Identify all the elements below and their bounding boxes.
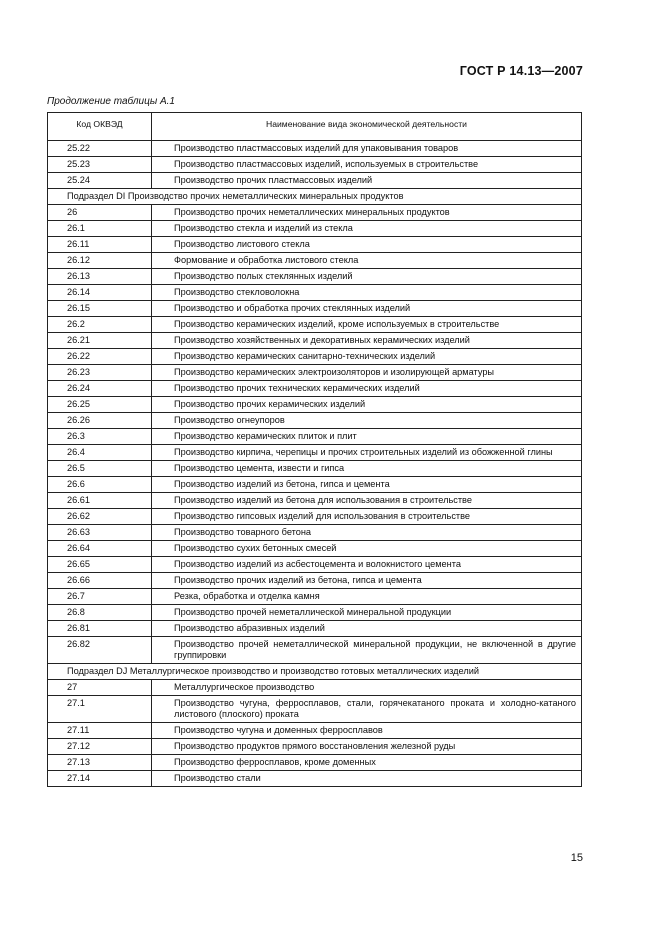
table-row bbox=[48, 397, 582, 413]
activity-name: Производство цемента, извести и гипса bbox=[152, 461, 582, 477]
table-header bbox=[48, 113, 582, 141]
activity-name: Производство продуктов прямого восстановления железной руды bbox=[152, 739, 582, 755]
okved-code: 25.22 bbox=[48, 141, 152, 157]
table-row bbox=[48, 333, 582, 349]
activity-name: Формование и обработка листового стекла bbox=[152, 253, 582, 269]
okved-code: 26.14 bbox=[48, 285, 152, 301]
okved-code: 26.25 bbox=[48, 397, 152, 413]
okved-code: 27 bbox=[48, 680, 152, 696]
okved-code: 27.13 bbox=[48, 755, 152, 771]
activity-name: Производство товарного бетона bbox=[152, 525, 582, 541]
okved-code: 26.21 bbox=[48, 333, 152, 349]
okved-code: 25.24 bbox=[48, 173, 152, 189]
activity-name: Производство изделий из асбестоцемента и волокнистого цемента bbox=[152, 557, 582, 573]
okved-code: 27.1 bbox=[48, 696, 152, 723]
table-row bbox=[48, 381, 582, 397]
okved-code: 26.7 bbox=[48, 589, 152, 605]
okved-code: 26.11 bbox=[48, 237, 152, 253]
table-row bbox=[48, 173, 582, 189]
activity-name: Производство чугуна, ферросплавов, стали, горячекатаного проката и холодно-катаного листового (плоского) проката bbox=[152, 696, 582, 723]
okved-code: 26.24 bbox=[48, 381, 152, 397]
activity-name: Производство керамических плиток и плит bbox=[152, 429, 582, 445]
table-row bbox=[48, 445, 582, 461]
okved-code: 26.3 bbox=[48, 429, 152, 445]
table-row bbox=[48, 723, 582, 739]
subsection-title: Подраздел DJ Металлургическое производство и производство готовых металлических изделий bbox=[48, 664, 582, 680]
okved-code: 27.14 bbox=[48, 771, 152, 787]
subsection-row bbox=[48, 664, 582, 680]
okved-table bbox=[47, 112, 582, 787]
table-row bbox=[48, 557, 582, 573]
okved-code: 27.12 bbox=[48, 739, 152, 755]
table-row bbox=[48, 269, 582, 285]
table-row bbox=[48, 221, 582, 237]
activity-name: Производство стали bbox=[152, 771, 582, 787]
table-row bbox=[48, 301, 582, 317]
activity-name: Производство ферросплавов, кроме доменных bbox=[152, 755, 582, 771]
column-header-code: Код ОКВЭД bbox=[48, 113, 152, 141]
subsection-row bbox=[48, 189, 582, 205]
activity-name: Производство прочих неметаллических минеральных продуктов bbox=[152, 205, 582, 221]
okved-code: 26.15 bbox=[48, 301, 152, 317]
table-row bbox=[48, 461, 582, 477]
activity-name: Производство сухих бетонных смесей bbox=[152, 541, 582, 557]
okved-code: 26.65 bbox=[48, 557, 152, 573]
activity-name: Производство полых стеклянных изделий bbox=[152, 269, 582, 285]
activity-name: Производство пластмассовых изделий для упаковывания товаров bbox=[152, 141, 582, 157]
okved-code: 26.22 bbox=[48, 349, 152, 365]
table-header-row bbox=[48, 113, 582, 141]
table-row bbox=[48, 541, 582, 557]
activity-name: Производство кирпича, черепицы и прочих строительных изделий из обожженной глины bbox=[152, 445, 582, 461]
table-row bbox=[48, 237, 582, 253]
okved-code: 26.8 bbox=[48, 605, 152, 621]
activity-name: Производство прочих пластмассовых изделий bbox=[152, 173, 582, 189]
activity-name: Производство керамических электроизоляторов и изолирующей арматуры bbox=[152, 365, 582, 381]
column-header-name: Наименование вида экономической деятельности bbox=[152, 113, 582, 141]
activity-name: Производство изделий из бетона, гипса и цемента bbox=[152, 477, 582, 493]
okved-code: 26.2 bbox=[48, 317, 152, 333]
table-row bbox=[48, 637, 582, 664]
activity-name: Производство гипсовых изделий для использования в строительстве bbox=[152, 509, 582, 525]
table-row bbox=[48, 365, 582, 381]
table-row bbox=[48, 285, 582, 301]
document-standard-header: ГОСТ Р 14.13—2007 bbox=[459, 64, 583, 78]
activity-name: Производство прочих технических керамических изделий bbox=[152, 381, 582, 397]
okved-code: 27.11 bbox=[48, 723, 152, 739]
table-row bbox=[48, 696, 582, 723]
table-row bbox=[48, 157, 582, 173]
okved-code: 26.63 bbox=[48, 525, 152, 541]
table-row bbox=[48, 317, 582, 333]
table-row bbox=[48, 680, 582, 696]
activity-name: Производство огнеупоров bbox=[152, 413, 582, 429]
okved-code: 26.4 bbox=[48, 445, 152, 461]
table-row bbox=[48, 573, 582, 589]
activity-name: Производство листового стекла bbox=[152, 237, 582, 253]
table-row bbox=[48, 253, 582, 269]
table-row bbox=[48, 413, 582, 429]
table-row bbox=[48, 755, 582, 771]
table-row bbox=[48, 509, 582, 525]
table-row bbox=[48, 771, 582, 787]
okved-code: 26.12 bbox=[48, 253, 152, 269]
okved-code: 26.26 bbox=[48, 413, 152, 429]
table-body bbox=[48, 141, 582, 787]
activity-name: Производство чугуна и доменных ферросплавов bbox=[152, 723, 582, 739]
activity-name: Производство керамических санитарно-технических изделий bbox=[152, 349, 582, 365]
activity-name: Производство и обработка прочих стеклянных изделий bbox=[152, 301, 582, 317]
table-row bbox=[48, 589, 582, 605]
table-row bbox=[48, 429, 582, 445]
okved-code: 26.1 bbox=[48, 221, 152, 237]
okved-code: 26.6 bbox=[48, 477, 152, 493]
activity-name: Производство прочей неметаллической минеральной продукции bbox=[152, 605, 582, 621]
okved-code: 26.61 bbox=[48, 493, 152, 509]
page-number: 15 bbox=[570, 852, 583, 864]
table-row bbox=[48, 525, 582, 541]
activity-name: Производство стекловолокна bbox=[152, 285, 582, 301]
okved-code: 26 bbox=[48, 205, 152, 221]
activity-name: Производство абразивных изделий bbox=[152, 621, 582, 637]
okved-code: 26.81 bbox=[48, 621, 152, 637]
okved-code: 26.64 bbox=[48, 541, 152, 557]
table-caption: Продолжение таблицы А.1 bbox=[47, 96, 175, 107]
table-row bbox=[48, 477, 582, 493]
table-row bbox=[48, 205, 582, 221]
activity-name: Производство прочей неметаллической минеральной продукции, не включенной в другие группировки bbox=[152, 637, 582, 664]
okved-code: 26.66 bbox=[48, 573, 152, 589]
table-row bbox=[48, 141, 582, 157]
table-row bbox=[48, 349, 582, 365]
activity-name: Производство прочих изделий из бетона, гипса и цемента bbox=[152, 573, 582, 589]
activity-name: Производство изделий из бетона для использования в строительстве bbox=[152, 493, 582, 509]
subsection-title: Подраздел DI Производство прочих неметаллических минеральных продуктов bbox=[48, 189, 582, 205]
activity-name: Производство пластмассовых изделий, используемых в строительстве bbox=[152, 157, 582, 173]
table-row bbox=[48, 739, 582, 755]
activity-name: Металлургическое производство bbox=[152, 680, 582, 696]
activity-name: Производство прочих керамических изделий bbox=[152, 397, 582, 413]
activity-name: Производство керамических изделий, кроме используемых в строительстве bbox=[152, 317, 582, 333]
okved-code: 26.13 bbox=[48, 269, 152, 285]
okved-code: 25.23 bbox=[48, 157, 152, 173]
okved-code: 26.23 bbox=[48, 365, 152, 381]
activity-name: Производство хозяйственных и декоративных керамических изделий bbox=[152, 333, 582, 349]
activity-name: Резка, обработка и отделка камня bbox=[152, 589, 582, 605]
okved-code: 26.5 bbox=[48, 461, 152, 477]
table-row bbox=[48, 605, 582, 621]
okved-code: 26.82 bbox=[48, 637, 152, 664]
table-row bbox=[48, 493, 582, 509]
okved-code: 26.62 bbox=[48, 509, 152, 525]
table-row bbox=[48, 621, 582, 637]
activity-name: Производство стекла и изделий из стекла bbox=[152, 221, 582, 237]
